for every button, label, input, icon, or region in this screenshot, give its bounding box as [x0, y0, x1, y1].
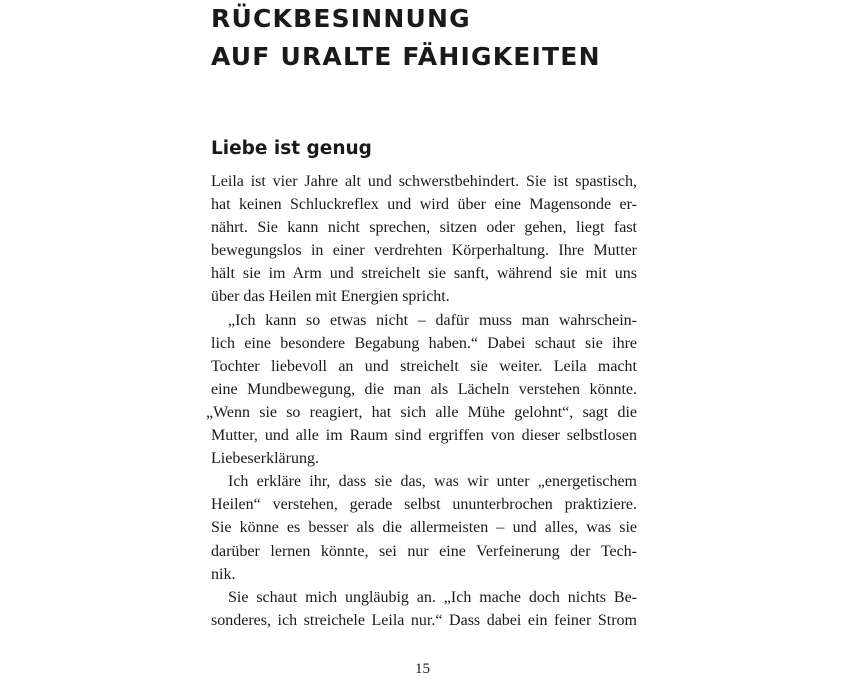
page-number: 15	[415, 661, 430, 677]
text-line: Sie schaut mich ungläubig an. „Ich mache doch nichts Be-	[228, 588, 637, 606]
text-line: Leila ist vier Jahre alt und schwerstbehindert. Sie ist spastisch,	[211, 173, 637, 190]
text-line: Heilen“ verstehen, gerade selbst ununterbrochen praktiziere.	[211, 496, 637, 514]
text-line: eine Mundbewegung, die man als Lächeln verstehen könnte.	[211, 380, 637, 398]
chapter-title-line-2: AUF URALTE FÄHIGKEITEN	[211, 42, 601, 71]
chapter-title	[211, 0, 731, 76]
text-line: über das Heilen mit Energien spricht.	[211, 288, 450, 306]
text-line: lich eine besondere Begabung haben.“ Dabei schaut sie ihre	[211, 334, 637, 352]
text-line: Mutter, und alle im Raum sind ergriffen von dieser selbstlosen	[211, 427, 637, 445]
text-line: bewegungslos in einer verdrehten Körperhaltung. Ihre Mutter	[211, 242, 637, 260]
text-line: hält sie im Arm und streichelt sie sanft, während sie mit uns	[211, 265, 637, 283]
chapter-title-line-1: RÜCKBESINNUNG	[211, 4, 471, 33]
text-line: „Wenn sie so reagiert, hat sich alle Mühe gelohnt“, sagt die	[206, 403, 637, 421]
text-line: sonderes, ich streichele Leila nur.“ Dass dabei ein feiner Strom	[211, 611, 637, 629]
body-text	[206, 170, 637, 632]
text-line: nährt. Sie kann nicht sprechen, sitzen oder gehen, liegt fast	[211, 219, 637, 237]
text-line: Liebeserklärung.	[211, 450, 319, 468]
text-line: Sie könne es besser als die allermeisten – und alles, was sie	[211, 519, 637, 537]
text-line: Ich erkläre ihr, dass sie das, was wir unter „energetischem	[228, 473, 637, 491]
text-line: hat keinen Schluckreflex und wird über eine Magensonde er-	[211, 196, 637, 214]
section-heading: Liebe ist genug	[211, 138, 372, 159]
text-line: darüber lernen könnte, sei nur eine Verfeinerung der Tech-	[211, 542, 637, 560]
text-line: „Ich kann so etwas nicht – dafür muss man wahrschein-	[228, 311, 637, 329]
text-line: nik.	[211, 565, 236, 583]
text-line: Tochter liebevoll an und streichelt sie weiter. Leila macht	[211, 357, 637, 375]
